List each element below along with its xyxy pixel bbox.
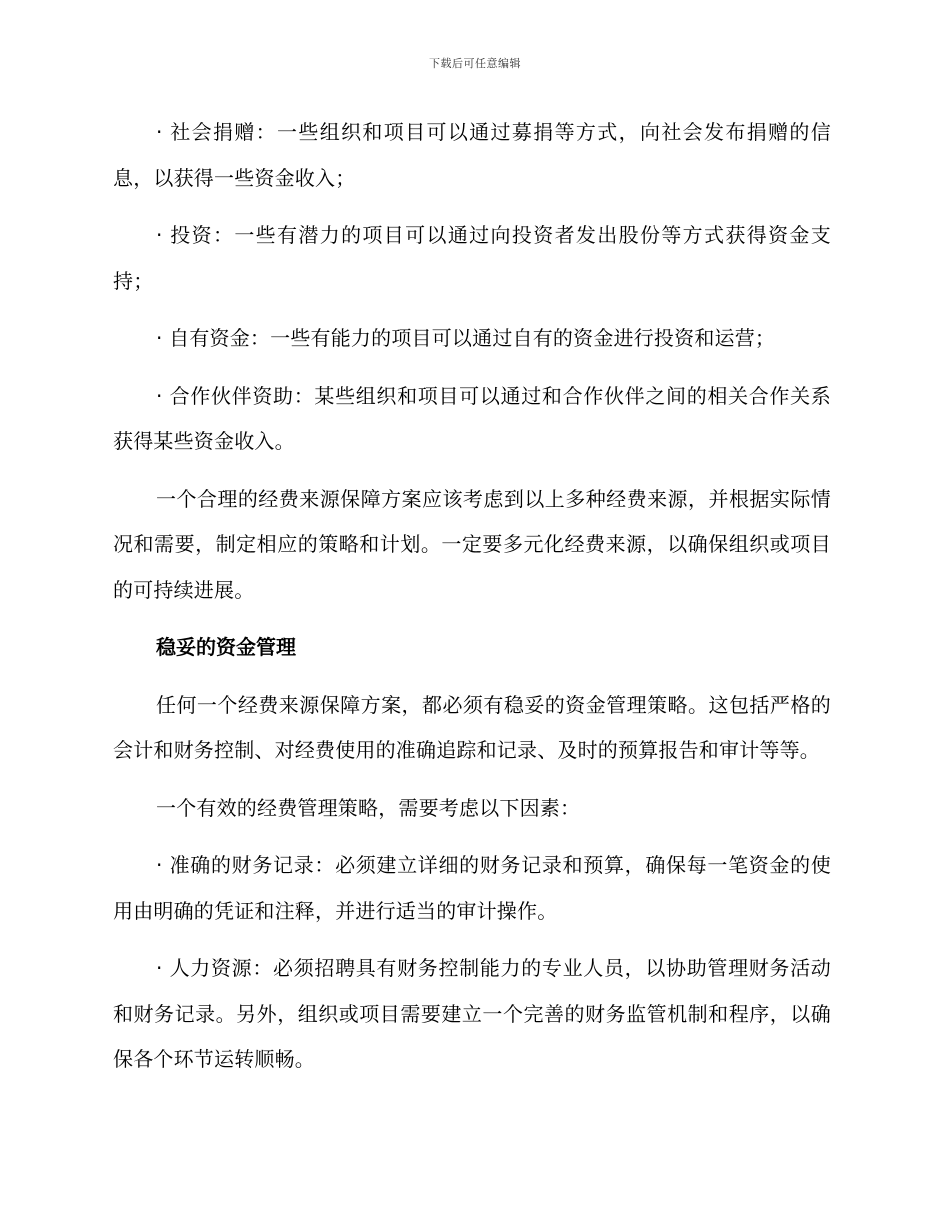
section-heading-fund-management: 稳妥的资金管理	[156, 635, 296, 659]
paragraph-diversified-sources: 一个合理的经费来源保障方案应该考虑到以上多种经费来源，并根据实际情况和需要，制定相应的策略和计划。一定要多元化经费来源，以确保组织或项目的可持续进展。	[113, 486, 831, 602]
paragraph-factors-intro: 一个有效的经费管理策略，需要考虑以下因素：	[156, 795, 581, 820]
bullet-social-donation: · 社会捐赠：一些组织和项目可以通过募捐等方式，向社会发布捐赠的信息，以获得一些资金收入；	[113, 120, 831, 190]
bullet-human-resources: · 人力资源：必须招聘具有财务控制能力的专业人员，以协助管理财务活动和财务记录。另外，组织或项目需要建立一个完善的财务监管机制和程序，以确保各个环节运转顺畅。	[113, 956, 831, 1071]
bullet-own-funds: · 自有资金：一些有能力的项目可以通过自有的资金进行投资和运营；	[156, 326, 776, 350]
bullet-investment: · 投资：一些有潜力的项目可以通过向投资者发出股份等方式获得资金支持；	[113, 223, 831, 293]
document-body	[113, 110, 831, 1095]
bullet-partner-funding: · 合作伙伴资助：某些组织和项目可以通过和合作伙伴之间的相关合作关系获得某些资金收入。	[113, 383, 831, 453]
paragraph-fund-management-strategy: 任何一个经费来源保障方案，都必须有稳妥的资金管理策略。这包括严格的会计和财务控制、对经费使用的准确追踪和记录、及时的预算报告和审计等等。	[113, 692, 831, 762]
page-header: 下载后可任意编辑	[429, 57, 521, 70]
bullet-financial-records: · 准确的财务记录：必须建立详细的财务记录和预算，确保每一笔资金的使用由明确的凭证和注释，并进行适当的审计操作。	[113, 853, 831, 923]
